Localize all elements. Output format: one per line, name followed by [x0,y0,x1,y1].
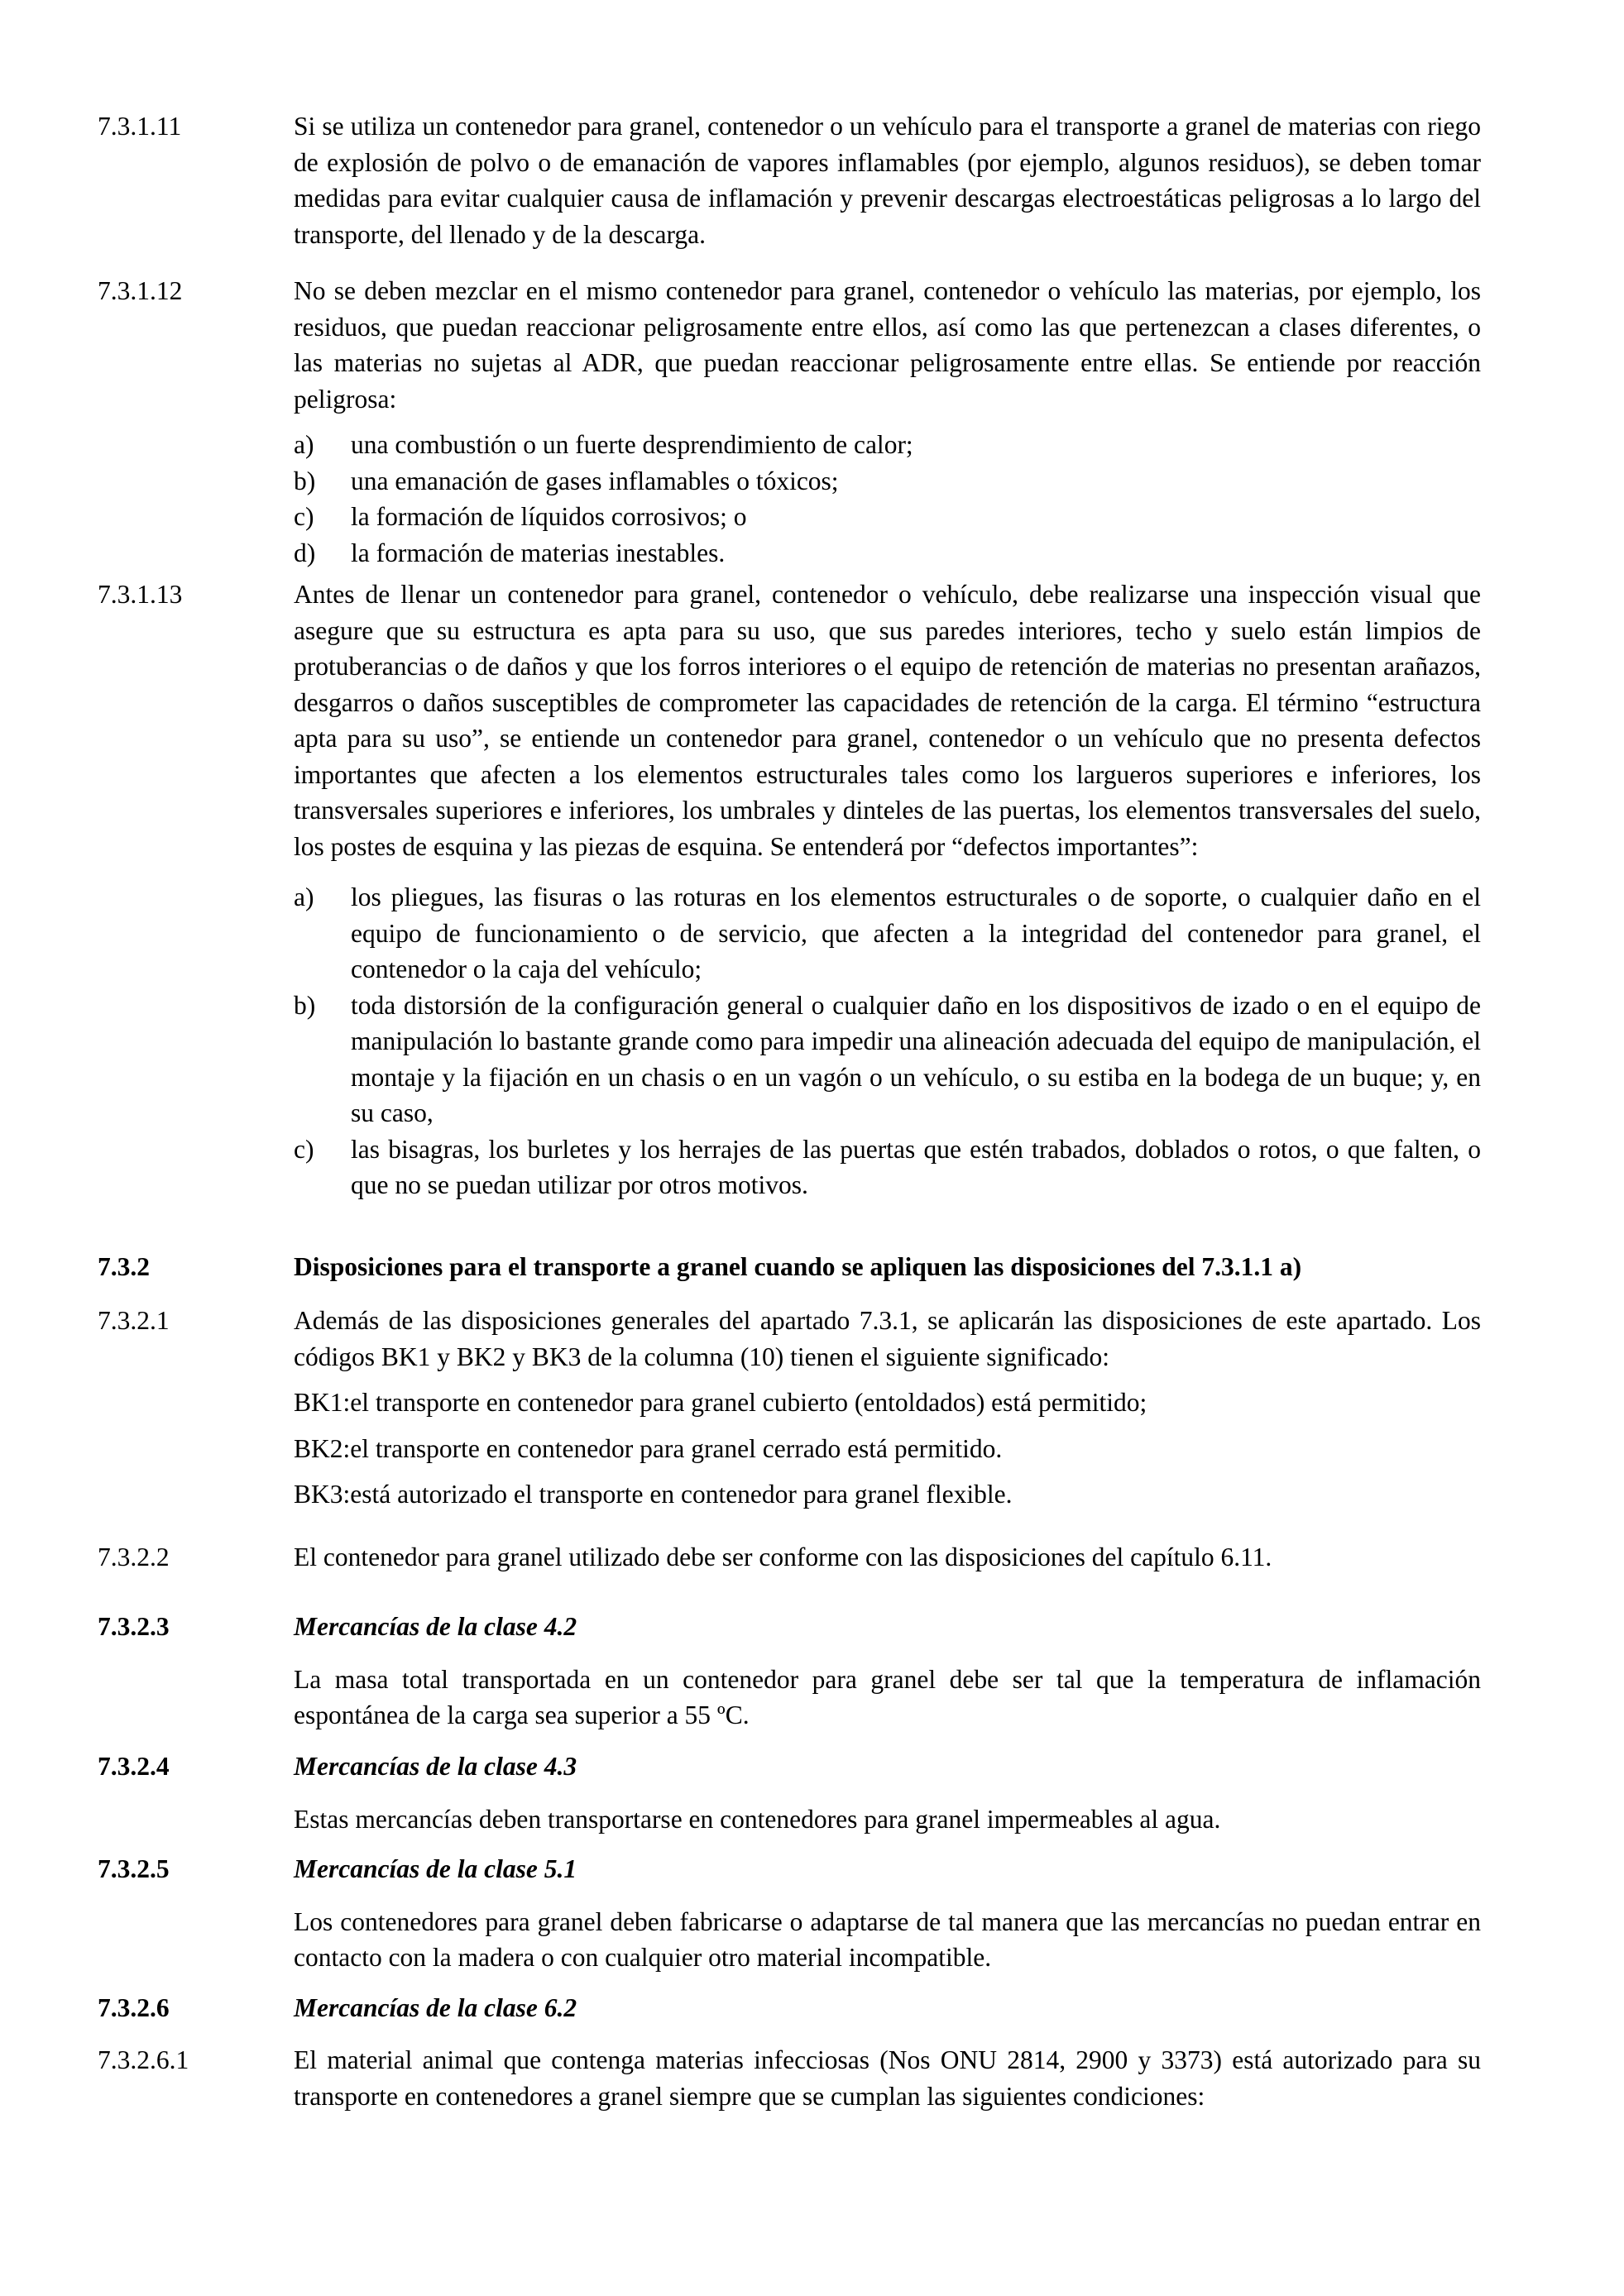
list-item: d) la formación de materias inestables. [294,538,726,567]
section-heading: Mercancías de la clase 4.2 [294,1612,577,1641]
defects-list [294,879,1481,1203]
section-heading: Mercancías de la clase 4.3 [294,1752,577,1781]
section-7-3-2 [98,1249,1481,1285]
section-text: No se deben mezclar en el mismo contenedor para granel, contenedor o vehículo las materias, por ejemplo, los residuos, que puedan reaccionar peligrosamente entre ellos, así como las que pertenezcan a clases diferentes, o las materias no sujetas al ADR, que puedan reaccionar peligrosamente entre ellas. Se entiende por reacción peligrosa: [294,276,1481,414]
list-item: c) las bisagras, los burletes y los herrajes de las puertas que estén trabados, doblados o rotos, o que falten, o que no se puedan utilizar por otros motivos. [294,1134,1481,1199]
section-7-3-2-4 [98,1748,1481,1837]
code-bk3: BK3:está autorizado el transporte en contenedor para granel flexible. [294,1480,1013,1509]
section-number: 7.3.2.3 [98,1612,170,1641]
section-heading: Mercancías de la clase 6.2 [294,1993,577,2022]
section-number: 7.3.2.6 [98,1993,170,2022]
reaction-list [294,427,1481,571]
section-text: Los contenedores para granel deben fabricarse o adaptarse de tal manera que las mercancías no puedan entrar en contacto con la madera o con cualquier otro material incompatible. [294,1906,1481,1972]
list-item: b) toda distorsión de la configuración general o cualquier daño en los dispositivos de izado o en el equipo de manipulación lo bastante grande como para impedir una alineación adecuada del equipo de manipulación, el montaje y la fijación en un chasis o en un vagón o un vehículo, o su estiba en la bodega de un buque; y, en su caso, [294,990,1481,1127]
section-7-3-1-12 [98,273,1481,571]
section-number: 7.3.2.4 [98,1752,170,1781]
section-number: 7.3.1.11 [98,112,182,141]
section-7-3-2-1 [98,1303,1481,1513]
section-7-3-2-2 [98,1539,1481,1576]
list-item: c) la formación de líquidos corrosivos; o [294,502,747,531]
section-number: 7.3.2.1 [98,1306,170,1335]
section-7-3-1-11 [98,108,1481,252]
section-text: Si se utiliza un contenedor para granel, contenedor o un vehículo para el transporte a granel de materias con riego de explosión de polvo o de emanación de vapores inflamables (por ejemplo, algunos residuos), se deben tomar medidas para evitar cualquier causa de inflamación y prevenir descargas electroestáticas peligrosas a lo largo del transporte, del llenado y de la descarga. [294,112,1481,249]
section-heading: Mercancías de la clase 5.1 [294,1854,577,1883]
section-number: 7.3.2.2 [98,1543,170,1571]
section-number: 7.3.1.13 [98,580,183,609]
section-text: La masa total transportada en un contenedor para granel debe ser tal que la temperatura de inflamación espontánea de la carga sea superior a 55 ºC. [294,1664,1481,1729]
section-text: Estas mercancías deben transportarse en contenedores para granel impermeables al agua. [294,1804,1221,1834]
section-number: 7.3.2 [98,1252,150,1281]
section-7-3-2-5 [98,1851,1481,1976]
section-7-3-2-6 [98,1990,1481,2026]
section-text: Antes de llenar un contenedor para granel, contenedor o vehículo, debe realizarse una inspección visual que asegure que su estructura es apta para su uso, que sus paredes interiores, techo y suelo están limpios de protuberancias o de daños y que los forros interiores o el equipo de retención de materias no presentan arañazos, desgarros o daños susceptibles de comprometer las capacidades de retención de la carga. El término “estructura apta para su uso”, se entiende un contenedor para granel, contenedor o un vehículo que no presenta defectos importantes que afecten a los elementos estructurales tales como los largueros superiores e inferiores, los transversales superiores e inferiores, los umbrales y dinteles de las puertas, los elementos transversales del suelo, los postes de esquina y las piezas de esquina. Se entenderá por “defectos importantes”: [294,580,1481,861]
section-text: El contenedor para granel utilizado debe ser conforme con las disposiciones del capítulo 6.11. [294,1543,1272,1571]
list-item: b) una emanación de gases inflamables o tóxicos; [294,466,839,495]
section-7-3-1-13 [98,576,1481,1203]
section-number: 7.3.2.5 [98,1854,170,1883]
code-bk2: BK2:el transporte en contenedor para granel cerrado está permitido. [294,1433,1003,1463]
list-item: a) los pliegues, las fisuras o las roturas en los elementos estructurales o de soporte, o cualquier daño en el equipo de funcionamiento o de servicio, que afecten a la integridad del contenedor para granel, el contenedor o la caja del vehículo; [294,883,1481,983]
section-7-3-2-6-1 [98,2042,1481,2114]
list-item: a) una combustión o un fuerte desprendimiento de calor; [294,430,913,459]
code-bk1: BK1:el transporte en contenedor para granel cubierto (entoldados) está permitido; [294,1388,1147,1417]
section-7-3-2-3 [98,1609,1481,1734]
section-heading: Disposiciones para el transporte a granel cuando se apliquen las disposiciones del 7.3.1.1 a) [294,1252,1302,1281]
section-text: Además de las disposiciones generales del apartado 7.3.1, se aplicarán las disposiciones de este apartado. Los códigos BK1 y BK2 y BK3 de la columna (10) tienen el siguiente significado: [294,1306,1481,1371]
section-number: 7.3.2.6.1 [98,2045,189,2074]
section-number: 7.3.1.12 [98,276,183,305]
section-text: El material animal que contenga materias infecciosas (Nos ONU 2814, 2900 y 3373) está autorizado para su transporte en contenedores a granel siempre que se cumplan las siguientes condiciones: [294,2045,1481,2111]
